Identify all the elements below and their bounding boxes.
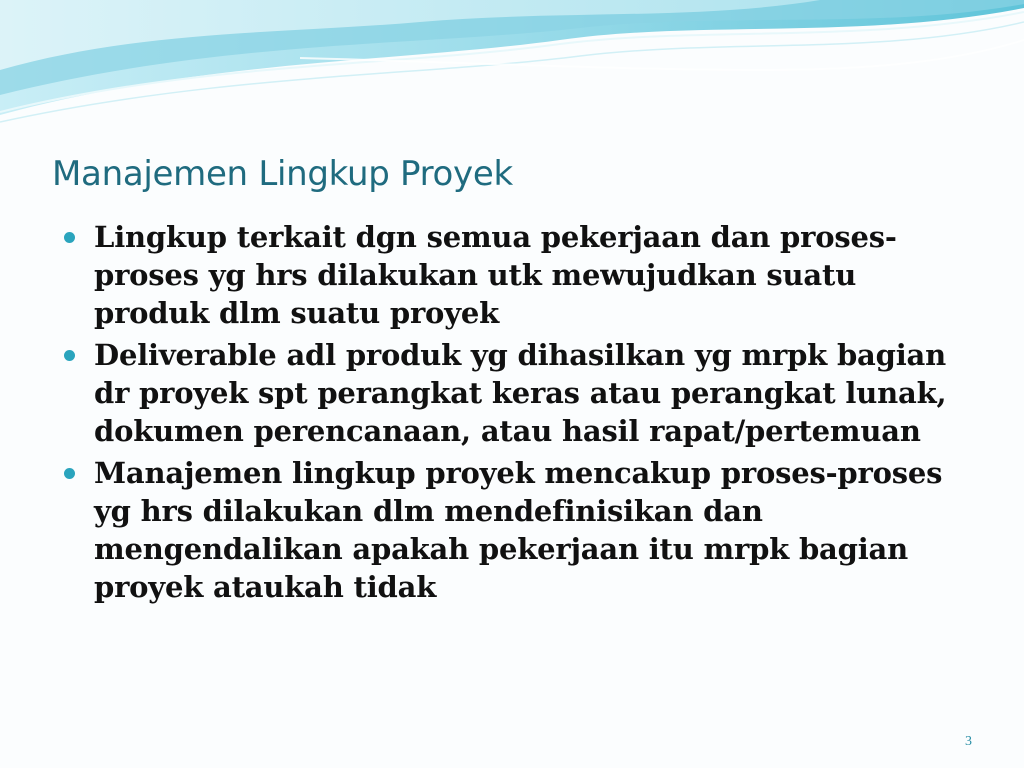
- header-wave-decoration: [0, 0, 1024, 130]
- bullet-item: [62, 336, 972, 450]
- bullet-text: Lingkup terkait dgn semua pekerjaan dan proses-proses yg hrs dilakukan utk mewujudkan suatu produk dlm suatu proyek: [94, 220, 897, 330]
- slide-title: Manajemen Lingkup Proyek: [52, 154, 513, 194]
- bullet-text: Manajemen lingkup proyek mencakup proses-proses yg hrs dilakukan dlm mendefinisikan dan mengendalikan apakah pekerjaan itu mrpk bagian proyek ataukah tidak: [94, 456, 943, 604]
- page-number: 3: [965, 734, 972, 749]
- bullet-dot-icon: [64, 232, 75, 243]
- bullet-list: [62, 218, 972, 610]
- bullet-item: [62, 218, 972, 332]
- bullet-item: [62, 454, 972, 606]
- bullet-text: Deliverable adl produk yg dihasilkan yg mrpk bagian dr proyek spt perangkat keras atau perangkat lunak, dokumen perencanaan, atau hasil rapat/pertemuan: [94, 338, 947, 448]
- bullet-dot-icon: [64, 468, 75, 479]
- bullet-dot-icon: [64, 350, 75, 361]
